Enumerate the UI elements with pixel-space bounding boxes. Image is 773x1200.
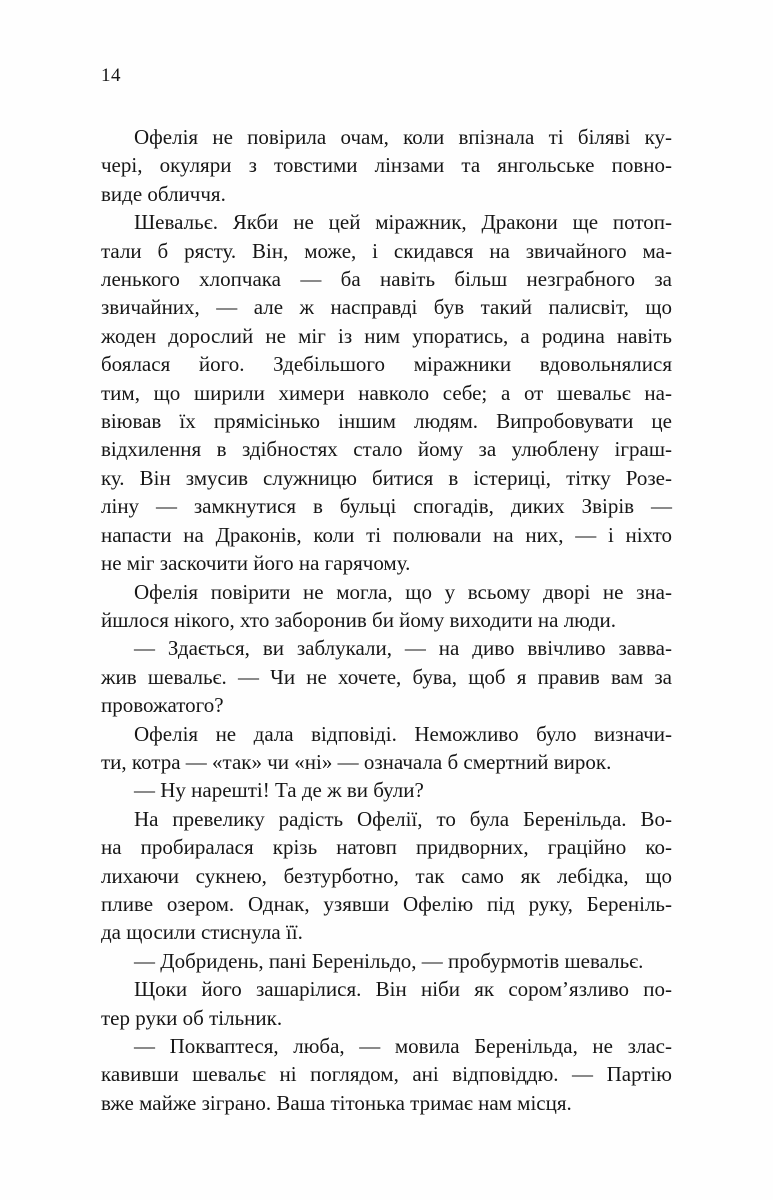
text-line: — Здається, ви заблукали, — на диво ввічливо завва- (134, 636, 672, 661)
text-line: пливе озером. Однак, узявши Офелію під руку, Береніль- (101, 891, 672, 916)
text-line: вже майже зіграно. Ваша тітонька тримає нам місця. (101, 1090, 572, 1115)
text-line: лихаючи сукнею, безтурботно, так само як лебідка, що (101, 863, 672, 888)
text-line: провожатого? (101, 693, 224, 718)
text-line: кавивши шевальє ні поглядом, ані відповіддю. — Партію (101, 1062, 672, 1087)
text-line: На превелику радість Офелії, то була Беренільда. Во- (134, 806, 672, 831)
text-line: звичайних, — але ж насправді був такий палисвіт, що (101, 295, 672, 320)
text-line: жоден дорослий не міг із ним упоратись, а родина навіть (101, 323, 672, 348)
text-line: тали б рясту. Він, може, і скидався на звичайного ма- (101, 238, 672, 263)
text-line: віював їх прямісінько іншим людям. Випробовувати це (101, 409, 672, 434)
page-text (101, 123, 672, 1117)
page-number: 14 (101, 65, 121, 86)
text-line: ти, котра — «так» чи «ні» — означала б смертний вирок. (101, 749, 612, 774)
text-line: йшлося нікого, хто заборонив би йому виходити на люди. (101, 607, 616, 632)
text-line: Офелія не дала відповіді. Неможливо було визначи- (134, 721, 672, 746)
text-line: — Ну нарешті! Та де ж ви були? (134, 778, 424, 803)
text-line: жив шевальє. — Чи не хочете, бува, щоб я правив вам за (101, 664, 672, 689)
text-line: чері, окуляри з товстими лінзами та янгольське повно- (101, 153, 672, 178)
text-line: — Добридень, пані Беренільдо, — пробурмотів шевальє. (134, 948, 644, 973)
text-line: да щосили стиснула її. (101, 920, 303, 945)
text-line: ленького хлопчака — ба навіть більш незграбного за (101, 267, 672, 292)
text-line: відхилення в здібностях стало йому за улюблену іграш- (101, 437, 672, 462)
text-line: тим, що ширили химери навколо себе; а от шевальє на- (101, 380, 672, 405)
text-line: напасти на Драконів, коли ті полювали на них, — і ніхто (101, 522, 672, 547)
text-line: боялася його. Здебільшого міражники вдовольнялися (101, 352, 672, 377)
text-line: Шевальє. Якби не цей міражник, Дракони ще потоп- (134, 210, 672, 235)
text-line: ку. Він змусив служницю битися в істериці, тітку Розе- (101, 465, 672, 490)
text-line: ліну — замкнутися в бульці спогадів, диких Звірів — (101, 494, 672, 519)
text-line: не міг заскочити його на гарячому. (101, 551, 411, 576)
text-line: Офелія повірити не могла, що у всьому дворі не зна- (134, 579, 672, 604)
text-line: на пробиралася крізь натовп придворних, граційно ко- (101, 835, 672, 860)
text-line: Офелія не повірила очам, коли впізнала ті біляві ку- (134, 125, 672, 149)
text-line: — Покваптеся, люба, — мовила Беренільда, не злас- (134, 1034, 672, 1058)
text-line: виде обличчя. (101, 181, 226, 206)
text-line: тер руки об тільник. (101, 1005, 283, 1030)
text-line: Щоки його зашарілися. Він ніби як сором’язливо по- (134, 977, 672, 1002)
